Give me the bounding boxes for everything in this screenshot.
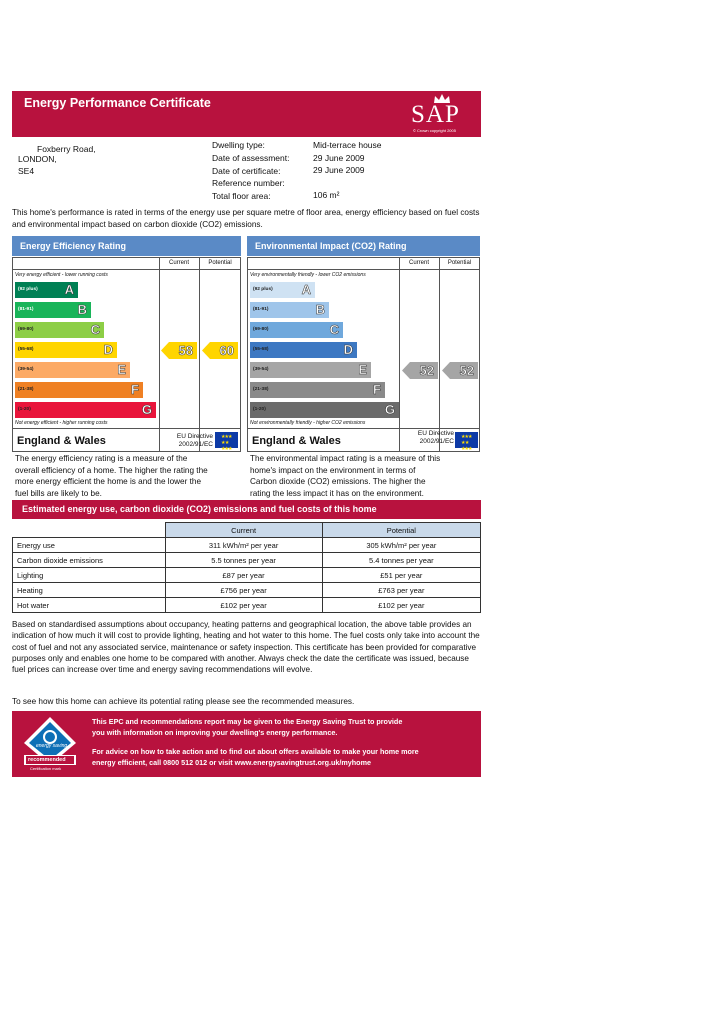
costs-table	[12, 522, 481, 613]
band-range: (55-68)	[18, 347, 34, 352]
recommend-note: To see how this home can achieve its potential rating please see the recommended measures.	[12, 697, 355, 706]
band-letter: E	[358, 362, 367, 377]
detail-label-dwelling-type: Dwelling type:	[212, 140, 265, 150]
band-letter: G	[384, 402, 395, 417]
band-letter: C	[90, 322, 100, 337]
detail-value-floor-area: 106 m²	[313, 190, 340, 200]
cost-potential-value: 5.4 tonnes per year	[322, 553, 480, 568]
band-letter: G	[141, 402, 152, 417]
costs-header-potential: Potential	[322, 523, 480, 538]
environment-band-a	[250, 282, 315, 298]
efficiency-band-d	[15, 342, 117, 358]
efficiency-directive-line-2: 2002/91/EC	[178, 441, 213, 448]
band-letter: B	[77, 302, 87, 317]
costs-header-blank	[13, 523, 166, 538]
efficiency-description	[15, 453, 208, 499]
logo-badge-text: recommended	[28, 757, 66, 763]
environment-bottom-note: Not environmentally friendly - higher CO2 emissions	[250, 420, 366, 426]
band-range: (1-20)	[18, 407, 31, 412]
environment-band-e	[250, 362, 371, 378]
efficiency-potential-rating-arrow	[202, 342, 238, 359]
environment-description-line-4: rating the less impact it has on the environment.	[250, 488, 424, 498]
eu-flag-icon: ★★★ ★ ★ ★★★	[455, 432, 478, 448]
environment-band-c	[250, 322, 343, 338]
band-range: (69-80)	[253, 327, 269, 332]
energy-saving-footer	[12, 711, 481, 777]
assumptions-text: Based on standardised assumptions about occupancy, heating patterns and geographical location, the above table provides an indication of how much it will cost to provide lighting, heating and hot water to this home. The fuel costs only take into account the cost of fuel and not any associated service, maintenance or safety inspection. This certificate has been provided for comparative purposes only and enables one home to be compared with another. Always check the date the certificate was issued, because fuel prices can increase over time and energy saving recommendations will evolve.	[12, 620, 480, 675]
efficiency-potential-rating-value: 60	[219, 343, 234, 358]
costs-header-current: Current	[165, 523, 322, 538]
band-range: (92 plus)	[18, 287, 38, 292]
detail-value-certificate-date: 29 June 2009	[313, 165, 365, 175]
environment-directive	[394, 430, 454, 446]
detail-label-floor-area: Total floor area:	[212, 191, 271, 201]
detail-label-certificate-date: Date of certificate:	[212, 166, 281, 176]
cost-potential-value: £763 per year	[322, 583, 480, 598]
environment-current-rating-arrow	[402, 362, 438, 379]
address-line-1: Foxberry Road,	[37, 144, 96, 154]
band-range: (1-20)	[253, 407, 266, 412]
efficiency-directive-line-1: EU Directive	[176, 433, 213, 440]
sap-logo	[411, 94, 475, 134]
band-letter: C	[329, 322, 339, 337]
efficiency-region: England & Wales	[17, 435, 106, 447]
certificate-title: Energy Performance Certificate	[24, 96, 211, 110]
environment-potential-rating-arrow	[442, 362, 478, 379]
cost-current-value: £756 per year	[165, 583, 322, 598]
band-letter: B	[315, 302, 325, 317]
eu-flag-icon: ★★★ ★ ★ ★★★	[215, 432, 238, 448]
environment-description-line-2: home's impact on the environment in terms of	[250, 465, 416, 475]
address-line-3: SE4	[18, 166, 35, 176]
efficiency-band-g	[15, 402, 156, 418]
efficiency-band-a	[15, 282, 78, 298]
environment-panel-title: Environmental Impact (CO2) Rating	[247, 236, 480, 256]
environment-band-b	[250, 302, 329, 318]
cost-row-label: Carbon dioxide emissions	[13, 553, 166, 568]
detail-label-reference: Reference number:	[212, 178, 285, 188]
footer-line-2: you with information on improving your dwelling's energy performance.	[92, 728, 338, 737]
band-range: (92 plus)	[253, 287, 273, 292]
sap-copyright: © Crown copyright 2005	[413, 128, 456, 133]
footer-line-1: This EPC and recommendations report may be given to the Energy Saving Trust to provide	[92, 717, 403, 726]
efficiency-band-f	[15, 382, 143, 398]
band-range: (21-38)	[18, 387, 34, 392]
table-row	[13, 538, 481, 553]
band-letter: F	[131, 382, 139, 397]
environment-directive-line-2: 2002/91/EC	[419, 438, 454, 445]
table-row	[13, 598, 481, 613]
band-range: (39-54)	[253, 367, 269, 372]
environment-top-note: Very environmentally friendly - lower CO2 emissions	[250, 272, 366, 278]
environment-region: England & Wales	[252, 435, 341, 447]
environment-band-g	[250, 402, 399, 418]
cost-potential-value: £102 per year	[322, 598, 480, 613]
detail-value-assessment-date: 29 June 2009	[313, 153, 365, 163]
efficiency-band-e	[15, 362, 130, 378]
logo-mark-text: Certification mark	[30, 766, 62, 771]
band-letter: D	[343, 342, 353, 357]
efficiency-top-note: Very energy efficient - lower running costs	[15, 272, 108, 278]
sap-logo-text: SAP	[411, 101, 460, 128]
cost-row-label: Heating	[13, 583, 166, 598]
efficiency-col-current: Current	[159, 258, 199, 270]
environment-description-line-1: The environmental impact rating is a measure of this	[250, 454, 441, 463]
efficiency-col-potential: Potential	[199, 258, 241, 270]
cost-row-label: Hot water	[13, 598, 166, 613]
cost-row-label: Energy use	[13, 538, 166, 553]
environment-col-potential: Potential	[439, 258, 480, 270]
table-row	[13, 553, 481, 568]
environment-band-d	[250, 342, 357, 358]
efficiency-description-line-2: overall efficiency of a home. The higher the rating the	[15, 465, 208, 475]
efficiency-current-rating-arrow	[161, 342, 197, 359]
environment-potential-column	[439, 258, 440, 451]
band-range: (81-91)	[18, 307, 34, 312]
table-row	[13, 583, 481, 598]
efficiency-band-c	[15, 322, 104, 338]
environment-description-line-3: Carbon dioxide (CO2) emissions. The higher the	[250, 477, 426, 486]
cost-current-value: £102 per year	[165, 598, 322, 613]
environment-col-current: Current	[399, 258, 439, 270]
footer-line-4: energy efficient, call 0800 512 012 or visit www.energysavingtrust.org.uk/myhome	[92, 758, 371, 767]
band-range: (39-54)	[18, 367, 34, 372]
band-range: (81-91)	[253, 307, 269, 312]
cost-current-value: £87 per year	[165, 568, 322, 583]
environment-current-column	[399, 258, 400, 451]
environment-description	[250, 453, 440, 499]
cost-row-label: Lighting	[13, 568, 166, 583]
logo-top-text: energy saving	[36, 743, 68, 749]
cost-current-value: 311 kWh/m² per year	[165, 538, 322, 553]
cost-current-value: 5.5 tonnes per year	[165, 553, 322, 568]
efficiency-rating-chart	[12, 257, 241, 452]
band-range: (21-38)	[253, 387, 269, 392]
efficiency-description-line-1: The energy efficiency rating is a measure of the	[15, 454, 188, 463]
efficiency-band-b	[15, 302, 91, 318]
detail-value-dwelling-type: Mid-terrace house	[313, 140, 382, 150]
efficiency-bottom-note: Not energy efficient - higher running costs	[15, 420, 108, 426]
environment-directive-line-1: EU Directive	[417, 430, 454, 437]
band-letter: A	[64, 282, 74, 297]
band-letter: F	[373, 382, 381, 397]
efficiency-potential-column	[199, 258, 200, 451]
efficiency-panel-title: Energy Efficiency Rating	[12, 236, 241, 256]
band-letter: D	[103, 342, 113, 357]
environment-potential-rating-value: 52	[459, 363, 474, 378]
detail-label-assessment-date: Date of assessment:	[212, 153, 290, 163]
band-letter: A	[301, 282, 311, 297]
address-line-2: LONDON,	[18, 154, 57, 164]
band-range: (55-68)	[253, 347, 269, 352]
environment-band-f	[250, 382, 385, 398]
energy-saving-recommended-logo	[20, 715, 80, 773]
environment-current-rating-value: 52	[419, 363, 434, 378]
table-row	[13, 568, 481, 583]
footer-line-3: For advice on how to take action and to find out about offers available to make your home more	[92, 747, 419, 756]
band-range: (69-80)	[18, 327, 34, 332]
efficiency-directive	[153, 433, 213, 449]
cost-potential-value: £51 per year	[322, 568, 480, 583]
environment-rating-chart	[247, 257, 480, 452]
cost-potential-value: 305 kWh/m² per year	[322, 538, 480, 553]
band-letter: E	[117, 362, 126, 377]
intro-text: This home's performance is rated in terms of the energy use per square metre of floor area, energy efficiency based on fuel costs and environmental impact based on carbon dioxide (CO2) emissions.	[12, 208, 480, 229]
efficiency-description-line-3: more energy efficient the home is and the lower the	[15, 477, 201, 486]
costs-section-title: Estimated energy use, carbon dioxide (CO2) emissions and fuel costs of this home	[12, 500, 481, 519]
efficiency-current-column	[159, 258, 160, 451]
efficiency-current-rating-value: 58	[178, 343, 193, 358]
efficiency-description-line-4: fuel bills are likely to be.	[15, 488, 102, 498]
certificate-header	[12, 91, 481, 137]
